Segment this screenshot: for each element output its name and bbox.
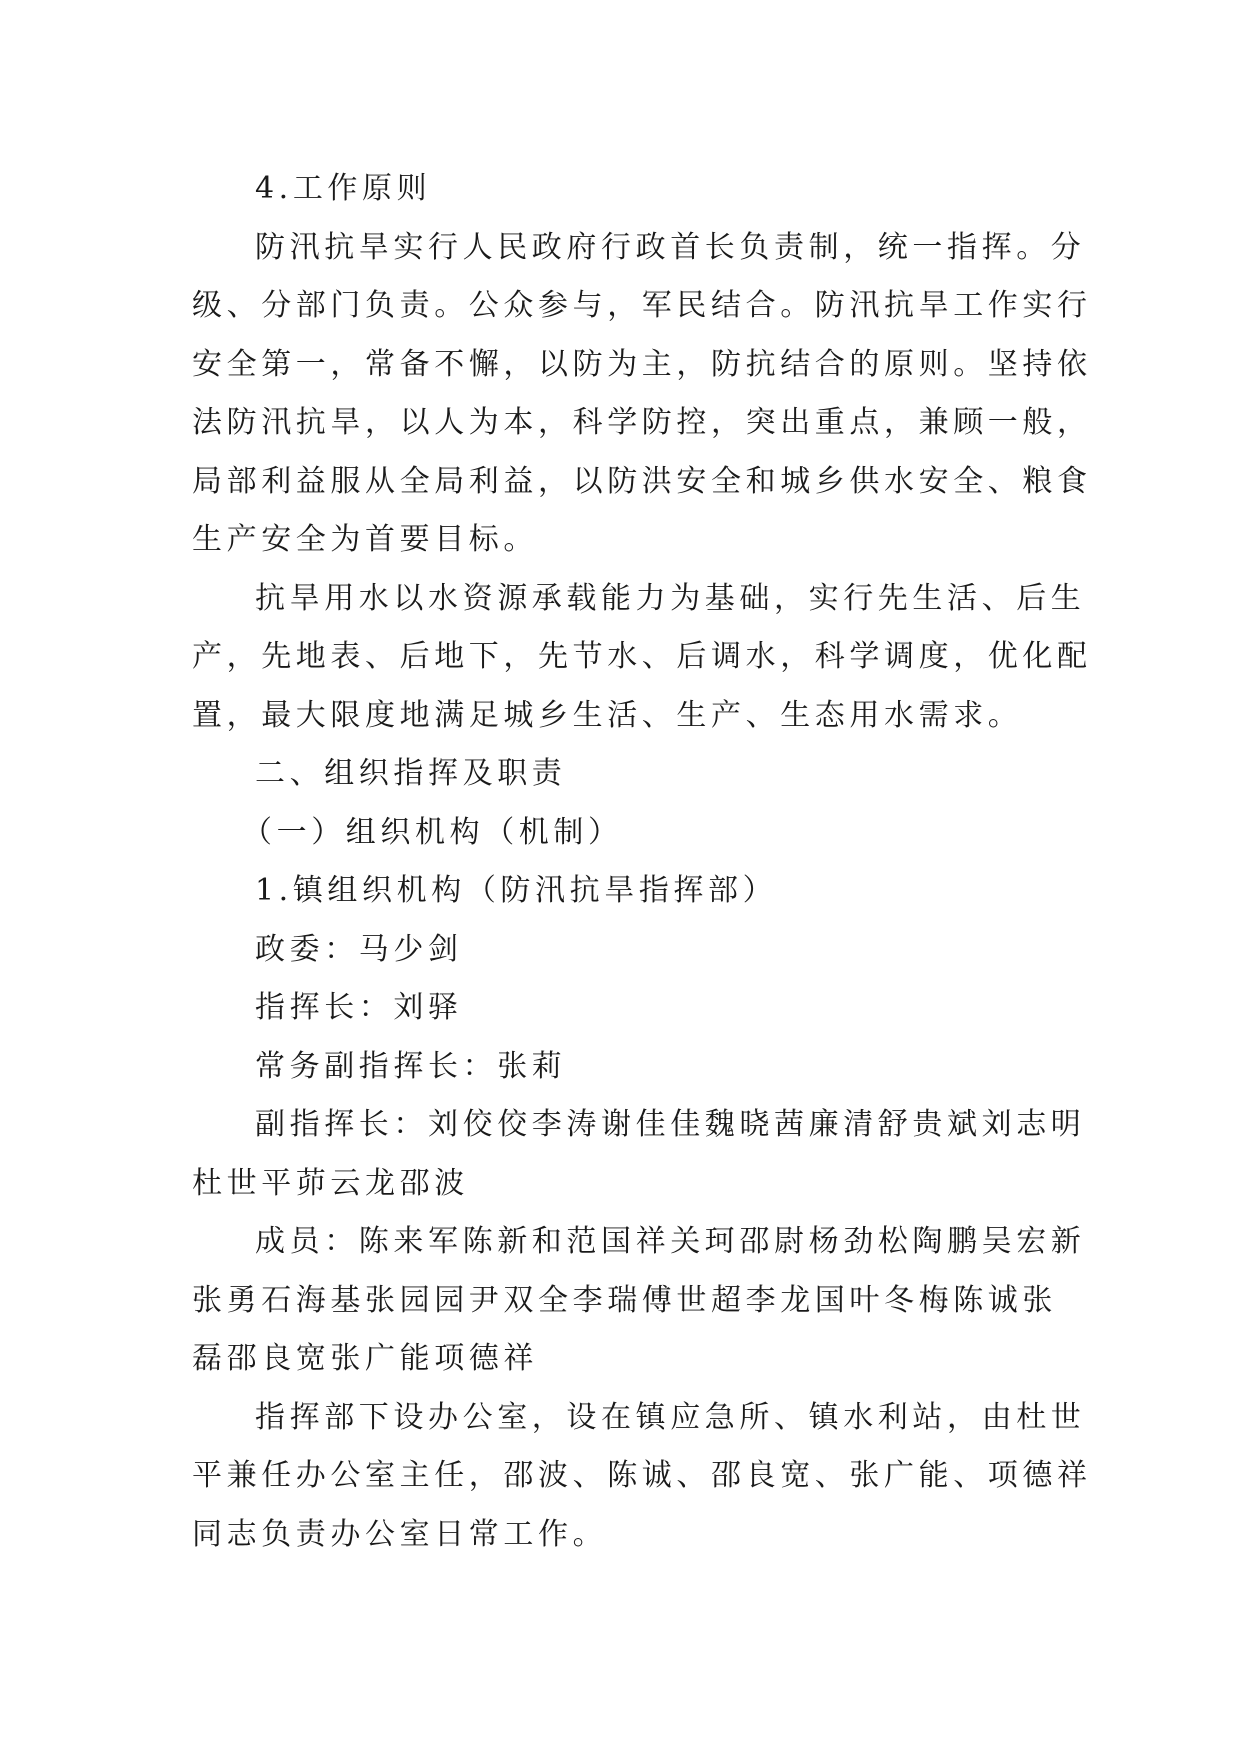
role-political-commissar: 政委：马少剑 — [255, 931, 463, 967]
paragraph-line: 法防汛抗旱，以人为本，科学防控，突出重点，兼顾一般， — [192, 405, 1092, 440]
section-heading-organization: 二、组织指挥及职责 — [255, 756, 567, 791]
subsection-heading: （一）组织机构（机制） — [242, 814, 623, 850]
role-deputy-commanders-cont: 杜世平茆云龙邵波 — [192, 1165, 469, 1201]
paragraph-line: 产，先地表、后地下，先节水、后调水，科学调度，优化配 — [192, 639, 1092, 674]
office-paragraph-cont: 平兼任办公室主任，邵波、陈诚、邵良宽、张广能、项德祥 — [192, 1458, 1092, 1493]
paragraph-line: 局部利益服从全局利益，以防洪安全和城乡供水安全、粮食 — [192, 463, 1092, 499]
paragraph-line: 生产安全为首要目标。 — [192, 522, 538, 557]
role-members-cont: 张勇石海基张园园尹双全李瑞傅世超李龙国叶冬梅陈诚张 — [192, 1282, 1057, 1318]
office-paragraph-cont: 同志负责办公室日常工作。 — [192, 1516, 608, 1552]
role-deputy-commanders: 副指挥长：刘佼佼李涛谢佳佳魏晓茜廉清舒贵斌刘志明 — [255, 1107, 1086, 1142]
role-executive-deputy-commander: 常务副指挥长：张莉 — [255, 1048, 567, 1084]
paragraph-line: 抗旱用水以水资源承载能力为基础，实行先生活、后生 — [255, 580, 1086, 616]
office-paragraph: 指挥部下设办公室，设在镇应急所、镇水利站，由杜世 — [255, 1399, 1086, 1435]
role-members: 成员：陈来军陈新和范国祥关珂邵尉杨劲松陶鹏吴宏新 — [255, 1224, 1086, 1259]
paragraph-line: 安全第一，常备不懈，以防为主，防抗结合的原则。坚持依 — [192, 346, 1092, 382]
role-members-cont: 磊邵良宽张广能项德祥 — [192, 1341, 538, 1376]
document-body — [192, 160, 1092, 1564]
paragraph-line: 防汛抗旱实行人民政府行政首长负责制，统一指挥。分 — [255, 229, 1086, 265]
subsection-heading-town-org: 1.镇组织机构（防汛抗旱指挥部） — [255, 873, 778, 908]
paragraph-line: 级、分部门负责。公众参与，军民结合。防汛抗旱工作实行 — [192, 288, 1092, 323]
section-heading-work-principles: 4.工作原则 — [255, 171, 432, 206]
paragraph-line: 置，最大限度地满足城乡生活、生产、生态用水需求。 — [192, 697, 1023, 733]
role-commander: 指挥长：刘驿 — [255, 990, 463, 1025]
